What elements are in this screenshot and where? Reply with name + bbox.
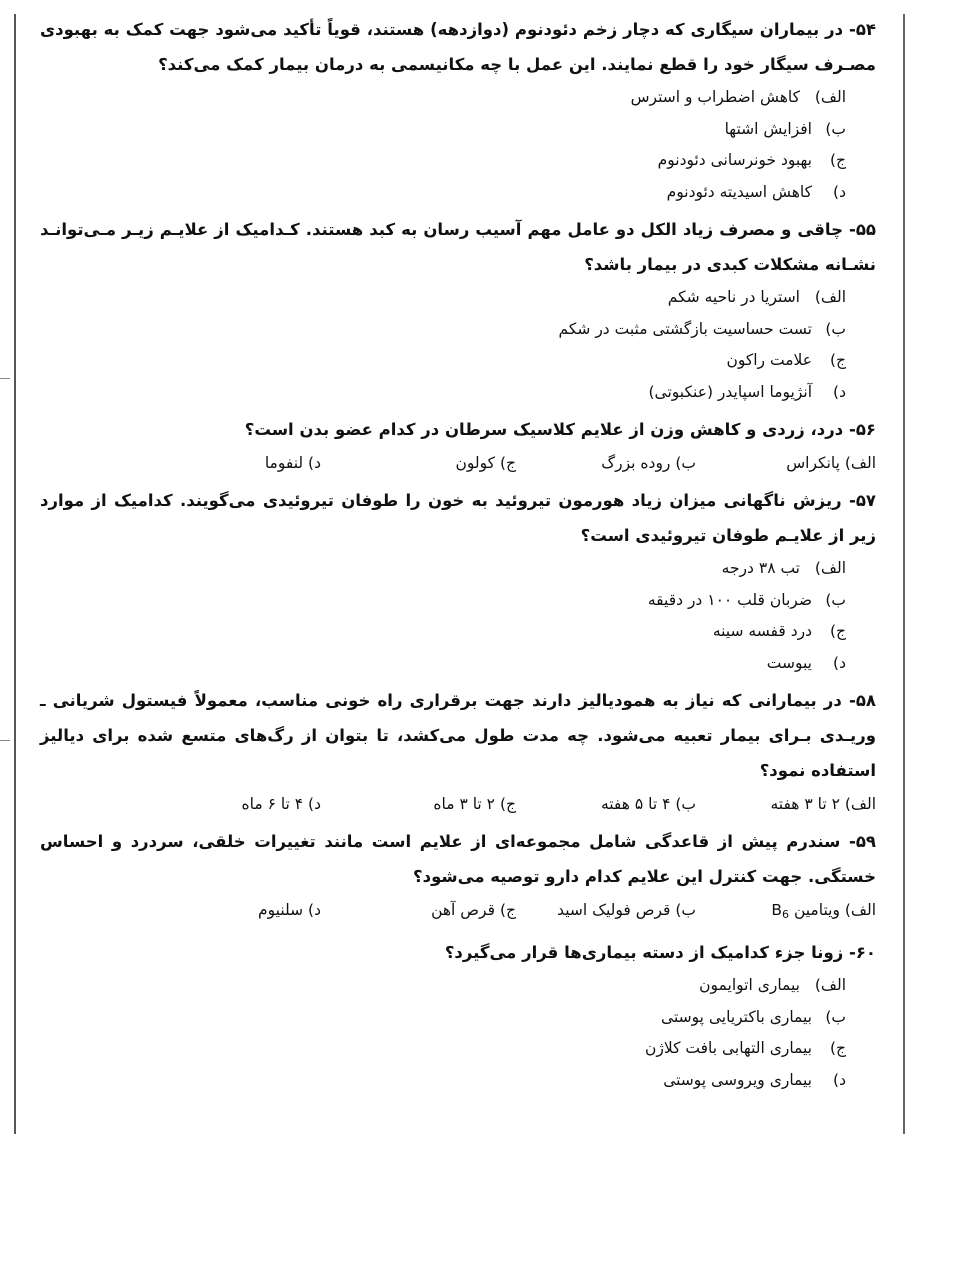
option-text: بیماری ویروسی پوستی: [663, 1070, 812, 1089]
option-label: د): [833, 653, 846, 672]
option-label: ب): [675, 901, 696, 919]
option[interactable]: [40, 82, 846, 114]
option-text: روده بزرگ: [601, 454, 671, 472]
question-text: [40, 824, 876, 894]
options-row: [40, 788, 876, 820]
option[interactable]: [40, 282, 846, 314]
option-text: تب ۳۸ درجه: [721, 559, 800, 577]
option[interactable]: [696, 894, 876, 931]
option-text: ۴ تا ۶ ماه: [241, 795, 304, 813]
option-label: ب): [825, 119, 846, 138]
options-row: [40, 447, 876, 479]
option-text: استریا در ناحیه شکم: [667, 288, 800, 306]
page-border-right: [903, 14, 905, 1134]
option[interactable]: [40, 553, 846, 585]
option[interactable]: [40, 314, 846, 346]
question-text: [40, 412, 876, 447]
option-label: الف): [844, 454, 876, 472]
options-list: [40, 553, 876, 679]
option[interactable]: [516, 894, 696, 931]
scan-mark: [0, 740, 10, 741]
option-text: بهبود خونرسانی دئودنوم: [657, 151, 812, 169]
option-text: پانکراس: [786, 454, 840, 472]
option-label: ب): [825, 1007, 846, 1026]
option-label: ج): [499, 795, 516, 813]
question-text: [40, 683, 876, 788]
option[interactable]: [40, 616, 846, 648]
option[interactable]: [40, 177, 846, 209]
option-text: ۴ تا ۵ هفته: [600, 795, 671, 813]
option-label: د): [308, 795, 321, 813]
question-54: [40, 12, 876, 208]
options-list: [40, 282, 876, 408]
option[interactable]: [40, 145, 846, 177]
option-text: قرص آهن: [431, 901, 495, 919]
option-text: بیماری اتوایمون: [699, 976, 800, 994]
option-label: الف): [844, 901, 876, 919]
question-text: [40, 935, 876, 970]
option-text: علامت راکون: [726, 351, 812, 369]
option-label: ج): [829, 351, 846, 369]
option[interactable]: [40, 585, 846, 617]
options-list: [40, 970, 876, 1096]
option-label: ج): [499, 901, 516, 919]
question-body: چاقی و مصرف زیاد الکل دو عامل مهم آسیب رسان به کبد هستند. کـدامیک از علایـم زیـر مـی‌توانـد نشـانه مشکلات کبدی در بیمار باشد؟: [40, 220, 876, 274]
option[interactable]: [40, 1002, 846, 1034]
option-text: سلنیوم: [258, 901, 304, 919]
options-row: [40, 894, 876, 931]
option-text: یبوست: [766, 653, 812, 672]
question-number: ۵۹-: [848, 832, 876, 851]
option-label: ب): [825, 590, 846, 609]
option-text: ۲ تا ۳ هفته: [770, 795, 840, 813]
option-text: کاهش اضطراب و استرس: [630, 88, 800, 106]
option-text: لنفوما: [264, 454, 304, 472]
question-number: ۵۶-: [848, 420, 876, 439]
option-label: الف): [814, 88, 846, 106]
question-58: [40, 683, 876, 820]
question-57: [40, 483, 876, 679]
option-text: ۲ تا ۳ ماه: [433, 795, 495, 813]
exam-page: [40, 12, 876, 1100]
question-number: ۵۸-: [848, 691, 876, 710]
option-label: ج): [829, 622, 846, 640]
option-text: بیماری التهابی بافت کلاژن: [644, 1039, 812, 1057]
question-text: [40, 212, 876, 282]
option[interactable]: [40, 1033, 846, 1065]
option[interactable]: [141, 447, 321, 479]
question-number: ۵۴-: [848, 20, 876, 39]
option[interactable]: [696, 447, 876, 479]
question-59: [40, 824, 876, 931]
option-label: د): [308, 454, 321, 472]
option[interactable]: [40, 970, 846, 1002]
option-label: د): [833, 182, 846, 201]
question-body: زونا جزء کدامیک از دسته بیماری‌ها قرار می‌گیرد؟: [444, 943, 844, 962]
option-text: ضربان قلب ۱۰۰ در دقیقه: [647, 590, 812, 609]
question-body: در بیماران سیگاری که دچار زخم دئودنوم (دوازدهه) هستند، قویاً تأکید می‌شود جهت کمک به بهبودی مصـرف سیگار خود را قطع نمایند. این عمل با چه مکانیسمی به درمان بیمار کمک می‌کند؟: [40, 20, 876, 74]
page-border-left: [14, 14, 16, 1134]
option-label: د): [308, 901, 321, 919]
option[interactable]: [321, 447, 516, 479]
question-55: [40, 212, 876, 408]
option-label: ب): [675, 454, 696, 472]
option[interactable]: [40, 1065, 846, 1097]
option[interactable]: [516, 447, 696, 479]
option-text: قرص فولیک اسید: [557, 901, 671, 919]
option[interactable]: [696, 788, 876, 820]
question-body: درد، زردی و کاهش وزن از علایم کلاسیک سرطان در کدام عضو بدن است؟: [244, 420, 844, 439]
option-label: الف): [814, 559, 846, 577]
question-text: [40, 483, 876, 553]
option-label: الف): [814, 288, 846, 306]
option[interactable]: [40, 377, 846, 409]
option[interactable]: [321, 894, 516, 931]
option-label: ب): [825, 319, 846, 338]
options-list: [40, 82, 876, 208]
question-number: ۵۷-: [848, 491, 876, 510]
option-label: الف): [844, 795, 876, 813]
question-text: [40, 12, 876, 82]
option-text: آنژیوما اسپایدر (عنکبوتی): [648, 382, 812, 401]
question-body: ریزش ناگهانی میزان زیاد هورمون تیروئید به خون را طوفان تیروئیدی می‌گویند. کدامیک از موارد زیر از علایـم طوفان تیروئیدی است؟: [40, 491, 876, 545]
question-number: ۵۵-: [848, 220, 876, 239]
question-body: سندرم پیش از قاعدگی شامل مجموعه‌ای از علایم است مانند تغییرات خلقی، سردرد و احساس خستگی. جهت کنترل این علایم کدام دارو توصیه می‌شود؟: [40, 832, 876, 886]
scan-mark: [0, 378, 10, 379]
option-label: ج): [499, 454, 516, 472]
option-text: تست حساسیت بازگشتی مثبت در شکم: [558, 319, 812, 338]
option-label: د): [833, 382, 846, 401]
option-text: بیماری باکتریایی پوستی: [661, 1007, 812, 1026]
question-number: ۶۰-: [848, 943, 876, 962]
option[interactable]: [40, 345, 846, 377]
option-subscript: 6: [782, 908, 790, 921]
option-label: ب): [675, 795, 696, 813]
question-body: در بیمارانی که نیاز به همودیالیز دارند جهت برقراری راه خونی مناسب، معمولاً فیستول شریانی ـ وریـدی بـرای بیمار تعبیه می‌شود. چه مدت طول می‌کشد، تا بتوان از رگ‌های متسع شده برای دیالیز استفاده نمود؟: [40, 691, 876, 780]
question-60: [40, 935, 876, 1096]
option-text: کولون: [455, 454, 495, 472]
option-label: د): [833, 1070, 846, 1089]
option-text: افزایش اشتها: [724, 119, 812, 138]
option-label: ج): [829, 1039, 846, 1057]
option-label: ج): [829, 151, 846, 169]
option-text: درد قفسه سینه: [712, 622, 812, 640]
option[interactable]: [141, 788, 321, 820]
option[interactable]: [516, 788, 696, 820]
option-text: ویتامین B: [771, 901, 840, 919]
option[interactable]: [321, 788, 516, 820]
option[interactable]: [40, 114, 846, 146]
option[interactable]: [141, 894, 321, 931]
option-text: کاهش اسیدیته دئودنوم: [666, 182, 812, 201]
option[interactable]: [40, 648, 846, 680]
option-label: الف): [814, 976, 846, 994]
question-56: [40, 412, 876, 479]
